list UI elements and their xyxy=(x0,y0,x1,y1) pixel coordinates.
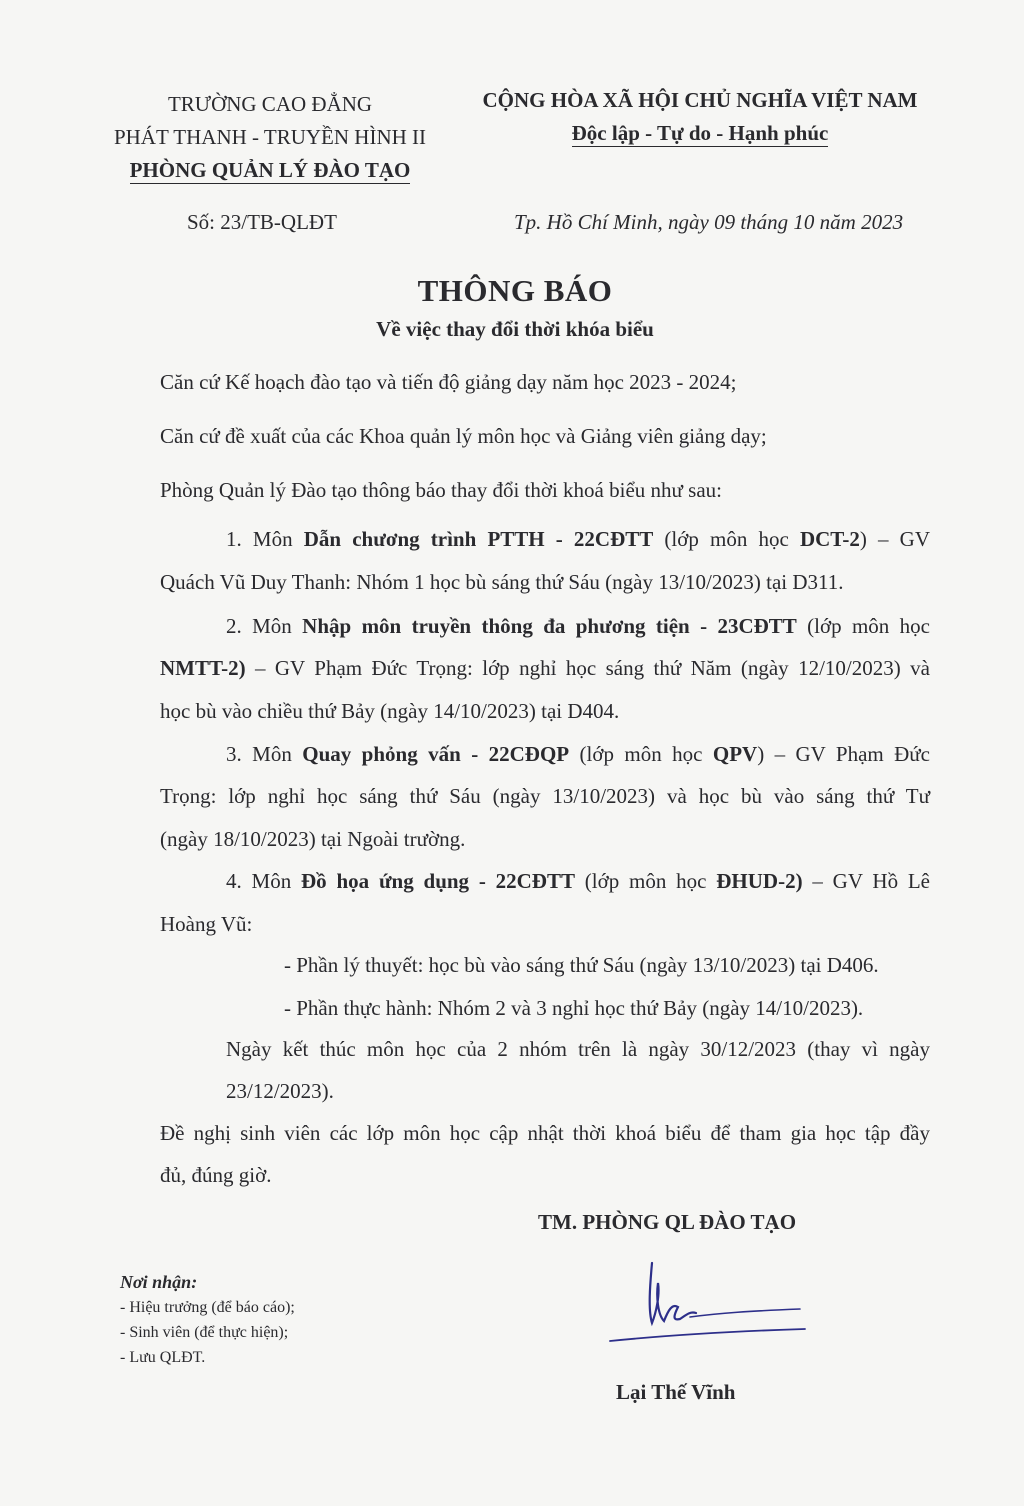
closing-line-2: đủ, đúng giờ. xyxy=(160,1163,272,1187)
place-date: Tp. Hồ Chí Minh, ngày 09 tháng 10 năm 2023 xyxy=(514,210,904,234)
item-3-line-3: (ngày 18/10/2023) tại Ngoài trường. xyxy=(160,827,466,851)
signer-name: Lại Thế Vĩnh xyxy=(616,1380,736,1404)
national-title: CỘNG HÒA XÃ HỘI CHỦ NGHĨA VIỆT NAM xyxy=(482,88,918,112)
national-header xyxy=(440,84,960,150)
recipients-heading: Nơi nhận: xyxy=(120,1272,198,1292)
item-1-code: DCT-2 xyxy=(799,527,860,551)
item-4-line-1: 4. Môn Đồ họa ứng dụng - 22CĐTT (lớp môn học ĐHUD-2) – GV Hồ Lê xyxy=(226,869,931,893)
org-school-name: TRƯỜNG CAO ĐẲNG xyxy=(167,92,373,116)
item-3-course: Quay phỏng vấn - 22CĐQP xyxy=(302,742,570,766)
org-department: PHÒNG QUẢN LÝ ĐÀO TẠO xyxy=(129,158,411,182)
item-2-code: NMTT-2) xyxy=(160,656,246,680)
org-school-name-2: PHÁT THANH - TRUYỀN HÌNH II xyxy=(113,125,427,149)
item-4-line-2: Hoàng Vũ: xyxy=(160,912,253,936)
item-2-line-3: học bù vào chiều thứ Bảy (ngày 14/10/2023) tại D404. xyxy=(160,699,620,723)
item-4-end-1: Ngày kết thúc môn học của 2 nhóm trên là ngày 30/12/2023 (thay vì ngày xyxy=(226,1037,930,1061)
item-4-course: Đồ họa ứng dụng - 22CĐTT xyxy=(301,869,575,893)
item-3-line-2: Trọng: lớp nghỉ học sáng thứ Sáu (ngày 13/10/2023) và học bù vào sáng thứ Tư xyxy=(160,784,930,808)
item-3-code: QPV xyxy=(712,742,758,766)
recipient-item: - Sinh viên (để thực hiện); xyxy=(120,1324,289,1341)
doc-title: THÔNG BÁO xyxy=(417,273,613,308)
item-2-line-1: 2. Môn Nhập môn truyền thông đa phương tiện - 23CĐTT (lớp môn học xyxy=(226,614,930,638)
item-3-line-1: 3. Môn Quay phỏng vấn - 22CĐQP (lớp môn học QPV) – GV Phạm Đức xyxy=(226,742,930,766)
item-4-theory: - Phần lý thuyết: học bù vào sáng thứ Sáu (ngày 13/10/2023) tại D406. xyxy=(284,953,879,977)
item-4-end-2: 23/12/2023). xyxy=(226,1079,334,1103)
item-4-code: ĐHUD-2) xyxy=(716,869,803,893)
doc-subtitle: Về việc thay đổi thời khóa biểu xyxy=(376,317,654,341)
item-4-practice: - Phần thực hành: Nhóm 2 và 3 nghỉ học thứ Bảy (ngày 14/10/2023). xyxy=(284,996,864,1020)
closing-line-1: Đề nghị sinh viên các lớp môn học cập nhật thời khoá biểu để tham gia học tập đầy xyxy=(160,1121,930,1145)
preamble-2: Căn cứ đề xuất của các Khoa quản lý môn học và Giảng viên giảng dạy; xyxy=(160,424,767,448)
item-2-course: Nhập môn truyền thông đa phương tiện - 23CĐTT xyxy=(302,614,797,638)
national-motto: Độc lập - Tự do - Hạnh phúc xyxy=(571,121,829,145)
recipient-item: - Hiệu trưởng (để báo cáo); xyxy=(120,1299,295,1316)
doc-number: Số: 23/TB-QLĐT xyxy=(187,210,337,234)
signature-title: TM. PHÒNG QL ĐÀO TẠO xyxy=(538,1210,797,1234)
recipients-block xyxy=(120,1270,295,1370)
recipient-item: - Lưu QLĐT. xyxy=(120,1349,206,1366)
organization-header xyxy=(90,88,450,187)
item-1-line-2: Quách Vũ Duy Thanh: Nhóm 1 học bù sáng thứ Sáu (ngày 13/10/2023) tại D311. xyxy=(160,570,844,594)
item-2-line-2: NMTT-2) – GV Phạm Đức Trọng: lớp nghỉ học sáng thứ Năm (ngày 12/10/2023) và xyxy=(160,656,930,680)
preamble-3: Phòng Quản lý Đào tạo thông báo thay đổi thời khoá biểu như sau: xyxy=(160,478,722,502)
item-1-line-1: 1. Môn Dẫn chương trình PTTH - 22CĐTT (lớp môn học DCT-2) – GV xyxy=(226,527,930,551)
handwritten-signature xyxy=(600,1255,820,1355)
preamble-1: Căn cứ Kế hoạch đào tạo và tiến độ giảng dạy năm học 2023 - 2024; xyxy=(160,370,737,394)
item-1-course: Dẫn chương trình PTTH - 22CĐTT xyxy=(303,527,654,551)
